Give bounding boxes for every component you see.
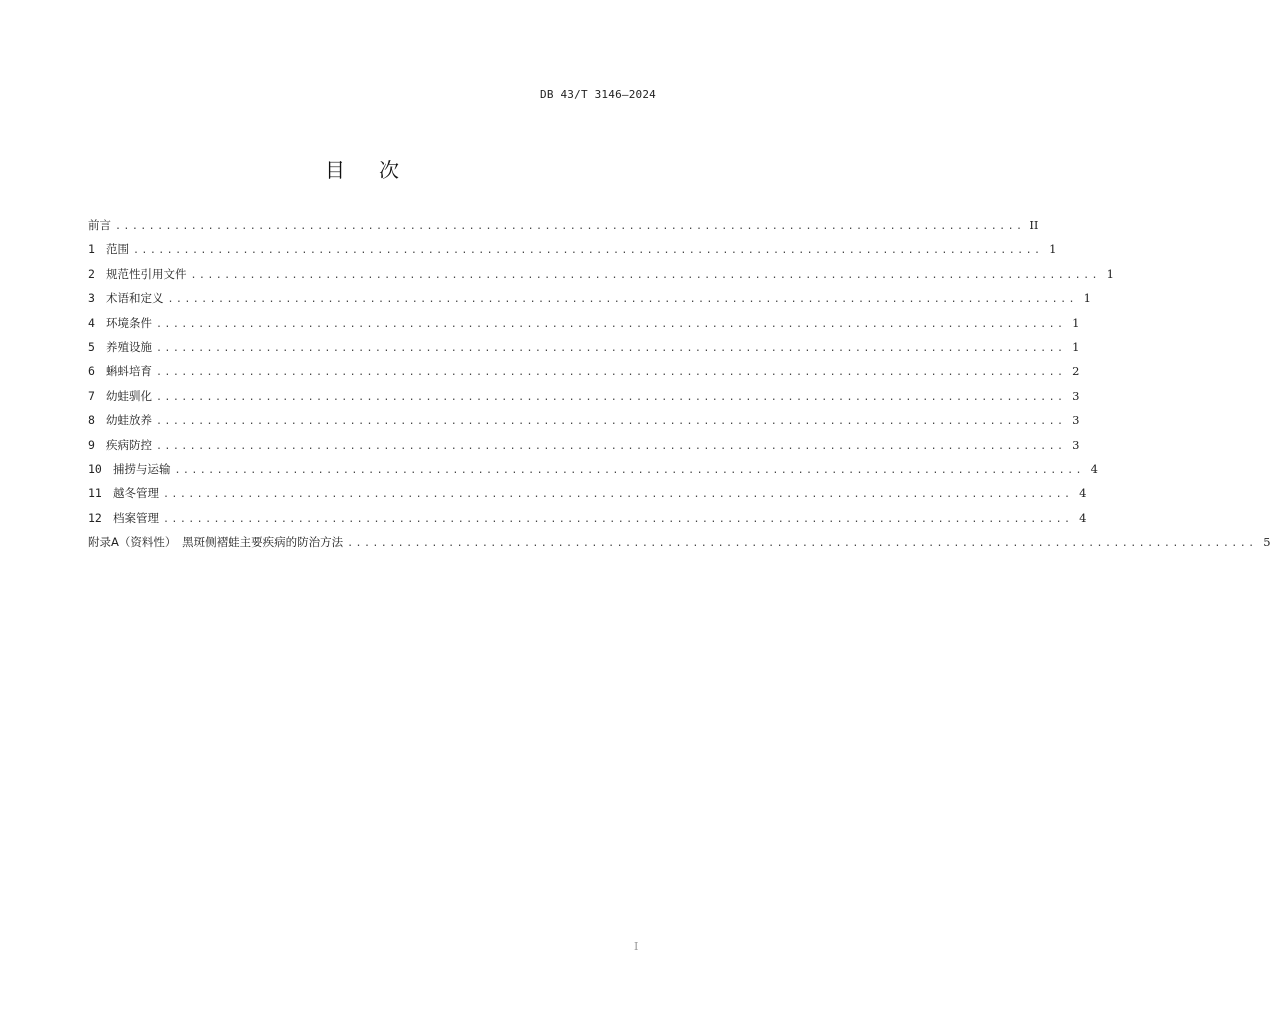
toc-leader-dots: ............................................................................................................ [156, 318, 1066, 330]
toc-leader-dots: ............................................................................................................ [156, 416, 1066, 428]
toc-entry-harvest-transport[interactable] [88, 461, 1098, 486]
toc-entry-label: 蝌蚪培育 [106, 364, 152, 379]
toc-entry-label: 疾病防控 [106, 437, 152, 452]
toc-entry-label: 前言 [88, 218, 111, 232]
toc-entry-foreword[interactable] [88, 218, 1039, 242]
toc-entry-number: 10 [88, 461, 102, 476]
toc-entry-label: 环境条件 [106, 315, 152, 330]
title-char-2: 次 [379, 158, 399, 182]
toc-entry-number: 5 [88, 339, 95, 354]
toc-entry-number: 7 [88, 388, 95, 403]
toc-entry-label: 附录A（资料性） 黑斑侧褶蛙主要疾病的防治方法 [88, 535, 344, 550]
toc-entry-page: II [1029, 218, 1039, 232]
toc-leader-dots: ............................................................................................................ [174, 464, 1084, 476]
toc-leader-dots: ............................................................................................................ [133, 245, 1043, 257]
toc-entry-page: 2 [1072, 364, 1080, 379]
toc-leader-dots: ............................................................................................................ [156, 367, 1066, 379]
toc-entry-label: 养殖设施 [106, 339, 152, 354]
toc-entry-environment[interactable] [88, 315, 1080, 340]
page-number: I [634, 940, 639, 953]
toc-entry-page: 1 [1083, 291, 1091, 306]
toc-entry-label: 捕捞与运输 [113, 461, 171, 476]
toc-entry-normative-references[interactable] [88, 266, 1114, 291]
toc-entry-label: 幼蛙放养 [106, 413, 152, 428]
table-of-contents [88, 218, 1271, 559]
toc-leader-dots: ............................................................................................................ [190, 269, 1100, 281]
toc-entry-page: 4 [1079, 510, 1087, 525]
toc-leader-dots: ............................................................................................................ [156, 342, 1066, 354]
toc-entry-page: 1 [1049, 242, 1057, 257]
toc-entry-label: 幼蛙驯化 [106, 388, 152, 403]
title-char-1: 目 [325, 158, 345, 182]
toc-entry-number: 9 [88, 437, 95, 452]
toc-entry-number: 6 [88, 364, 95, 379]
toc-entry-page: 4 [1090, 461, 1098, 476]
toc-entry-number: 8 [88, 413, 95, 428]
toc-entry-page: 3 [1072, 388, 1080, 403]
toc-entry-stocking[interactable] [88, 413, 1080, 437]
toc-entry-page: 3 [1072, 437, 1080, 452]
toc-entry-number: 2 [88, 266, 95, 281]
toc-leader-dots: ............................................................................................................ [347, 538, 1257, 550]
toc-leader-dots: ............................................................................................................ [115, 221, 1025, 232]
toc-entry-number: 4 [88, 315, 95, 330]
toc-leader-dots: ............................................................................................................ [156, 440, 1066, 452]
toc-entry-page: 5 [1263, 535, 1271, 550]
toc-entry-page: 1 [1072, 315, 1080, 330]
toc-entry-scope[interactable] [88, 242, 1057, 266]
toc-entry-page: 3 [1072, 413, 1080, 428]
toc-entry-number: 1 [88, 242, 95, 257]
toc-entry-terms-definitions[interactable] [88, 291, 1091, 315]
toc-entry-label: 越冬管理 [113, 486, 159, 501]
toc-entry-label: 档案管理 [113, 510, 159, 525]
toc-leader-dots: ............................................................................................................ [163, 489, 1073, 501]
toc-entry-page: 1 [1072, 339, 1080, 354]
toc-entry-label: 术语和定义 [106, 291, 164, 306]
toc-entry-number: 11 [88, 486, 102, 501]
toc-entry-number: 3 [88, 291, 95, 306]
toc-entry-number: 12 [88, 510, 102, 525]
toc-entry-tadpole[interactable] [88, 364, 1080, 388]
toc-entry-records[interactable] [88, 510, 1087, 535]
toc-leader-dots: ............................................................................................................ [167, 294, 1077, 306]
toc-entry-appendix-a[interactable] [88, 535, 1271, 559]
toc-entry-label: 范围 [106, 242, 129, 257]
toc-leader-dots: ............................................................................................................ [163, 513, 1073, 525]
toc-entry-disease-control[interactable] [88, 437, 1080, 462]
toc-leader-dots: ............................................................................................................ [156, 391, 1066, 403]
toc-entry-overwintering[interactable] [88, 486, 1087, 510]
toc-entry-page: 1 [1106, 266, 1114, 281]
document-code: DB 43/T 3146—2024 [540, 88, 656, 101]
toc-entry-page: 4 [1079, 486, 1087, 501]
toc-entry-label: 规范性引用文件 [106, 266, 187, 281]
page-title [0, 154, 724, 183]
toc-entry-facilities[interactable] [88, 339, 1080, 364]
toc-entry-domestication[interactable] [88, 388, 1080, 413]
